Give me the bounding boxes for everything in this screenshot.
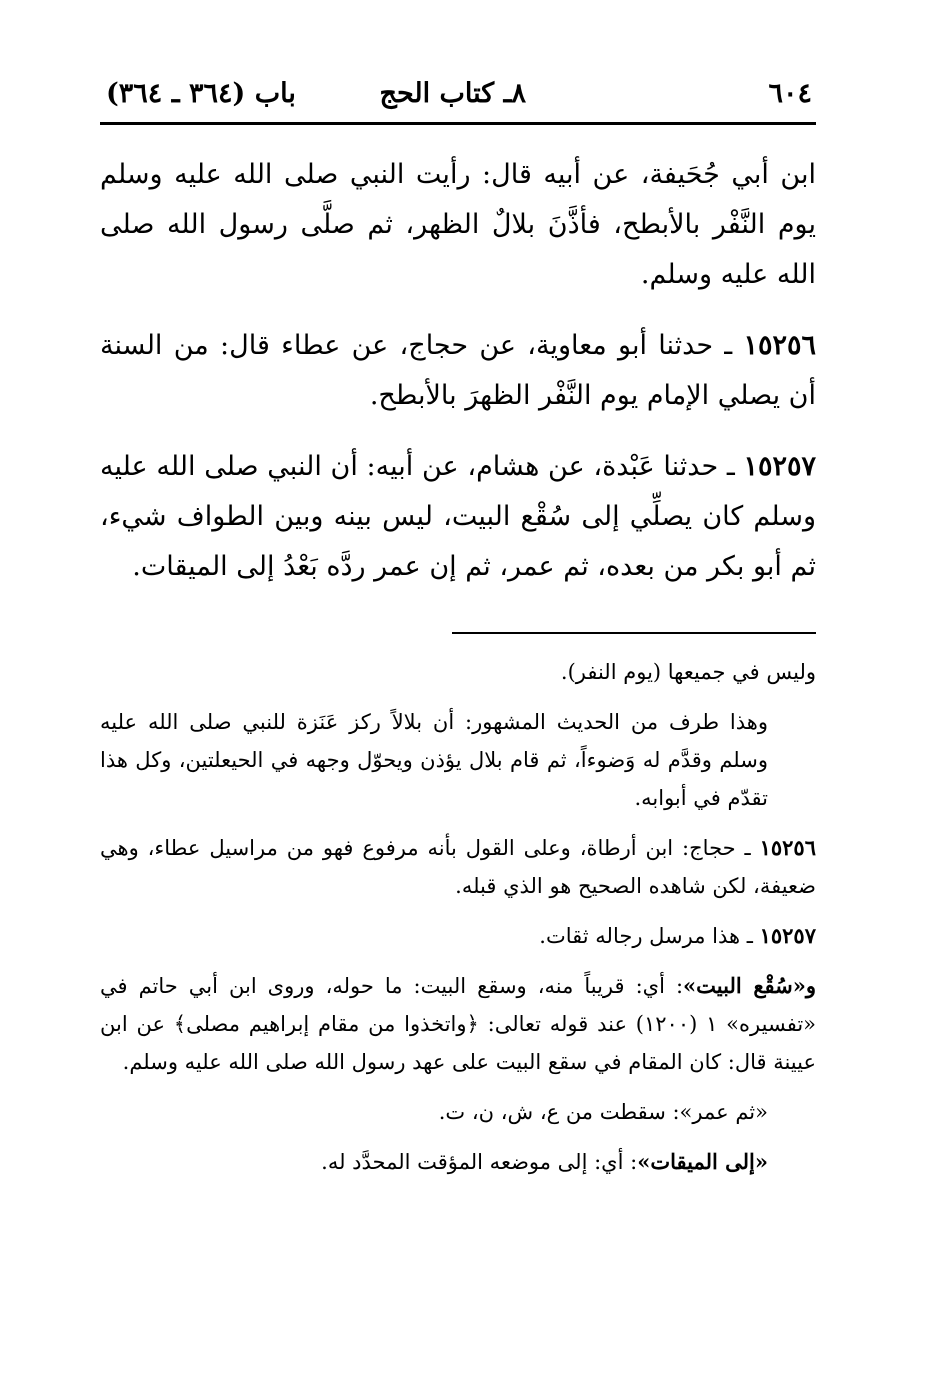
hadith-number: ١٥٢٥٧ [743,451,816,482]
note-number: ١٥٢٥٧ [759,923,816,948]
note-text: ـ هذا مرسل رجاله ثقات. [539,924,760,948]
note-suq-al-bayt [100,967,816,1081]
note-thumma-umar: «ثم عمر»: سقطت من ع، ش، ن، ت. [438,1100,768,1124]
note-15257 [100,917,816,955]
book-title: ٨ـ كتاب الحج [379,78,526,109]
page-number: ٦٠٤ [768,78,812,109]
hadith-15256 [100,321,816,421]
note-15256 [100,829,816,905]
chapter-range: باب (٣٦٤ ـ ٣٦٤) [106,78,296,109]
note-variant: وليس في جميعها (يوم النفر). [560,660,816,684]
note-text: ـ حجاج: ابن أرطاة، وعلى القول بأنه مرفوع فهو من مراسيل عطاء، وهي ضعيفة، لكن شاهده الصحيح هو الذي قبله. [100,836,816,898]
footnotes [100,653,816,1193]
note-al-miqat [100,1143,816,1181]
note-number: ١٥٢٥٦ [759,835,816,860]
note-text: : أي: إلى موضعه المؤقت المحدَّد له. [321,1150,638,1174]
hadith-text: ـ حدثنا أبو معاوية، عن حجاج، عن عطاء قال: من السنة أن يصلي الإمام يوم النَّفْر الظهرَ بالأبطح. [100,330,816,411]
header-divider [100,122,816,125]
hadith-15257 [100,442,816,592]
hadith-continuation: ابن أبي جُحَيفة، عن أبيه قال: رأيت النبي صلى الله عليه وسلم يوم النَّفْر بالأبطح، فأذَّنَ بلالٌ الظهر، ثم صلَّى رسول الله صلى الله عليه وسلم. [100,159,816,290]
note-commentary: وهذا طرف من الحديث المشهور: أن بلالاً ركز عَنَزة للنبي صلى الله عليه وسلم وقدَّم له وَضوءاً، ثم قام بلال يؤذن ويحوّل وجهه في الحيعلتين، وكل هذا تقدّم في أبوابه. [100,710,768,810]
note-text: : أي: قريباً منه، وسقع البيت: ما حوله، وروى ابن أبي حاتم في «تفسيره» ١ (١٢٠٠) عند قوله تعالى: ﴿واتخذوا من مقام إبراهيم مصلى﴾ عن ابن عيينة قال: كان المقام في سقع البيت على عهد رسول الله صلى الله عليه وسلم. [100,974,817,1074]
note-lead: «إلى الميقات» [637,1149,768,1174]
hadith-number: ١٥٢٥٦ [743,330,816,361]
running-header [100,70,816,118]
hadith-text: ـ حدثنا عَبْدة، عن هشام، عن أبيه: أن النبي صلى الله عليه وسلم كان يصلِّي إلى سُقْع البيت، ليس بينه وبين الطواف شيء، ثم أبو بكر من بعده، ثم عمر، ثم إن عمر ردَّه بَعْدُ إلى الميقات. [100,451,816,582]
note-lead: و«سُقْع البيت» [683,973,817,998]
footnote-divider [452,632,816,634]
main-text [100,150,816,613]
